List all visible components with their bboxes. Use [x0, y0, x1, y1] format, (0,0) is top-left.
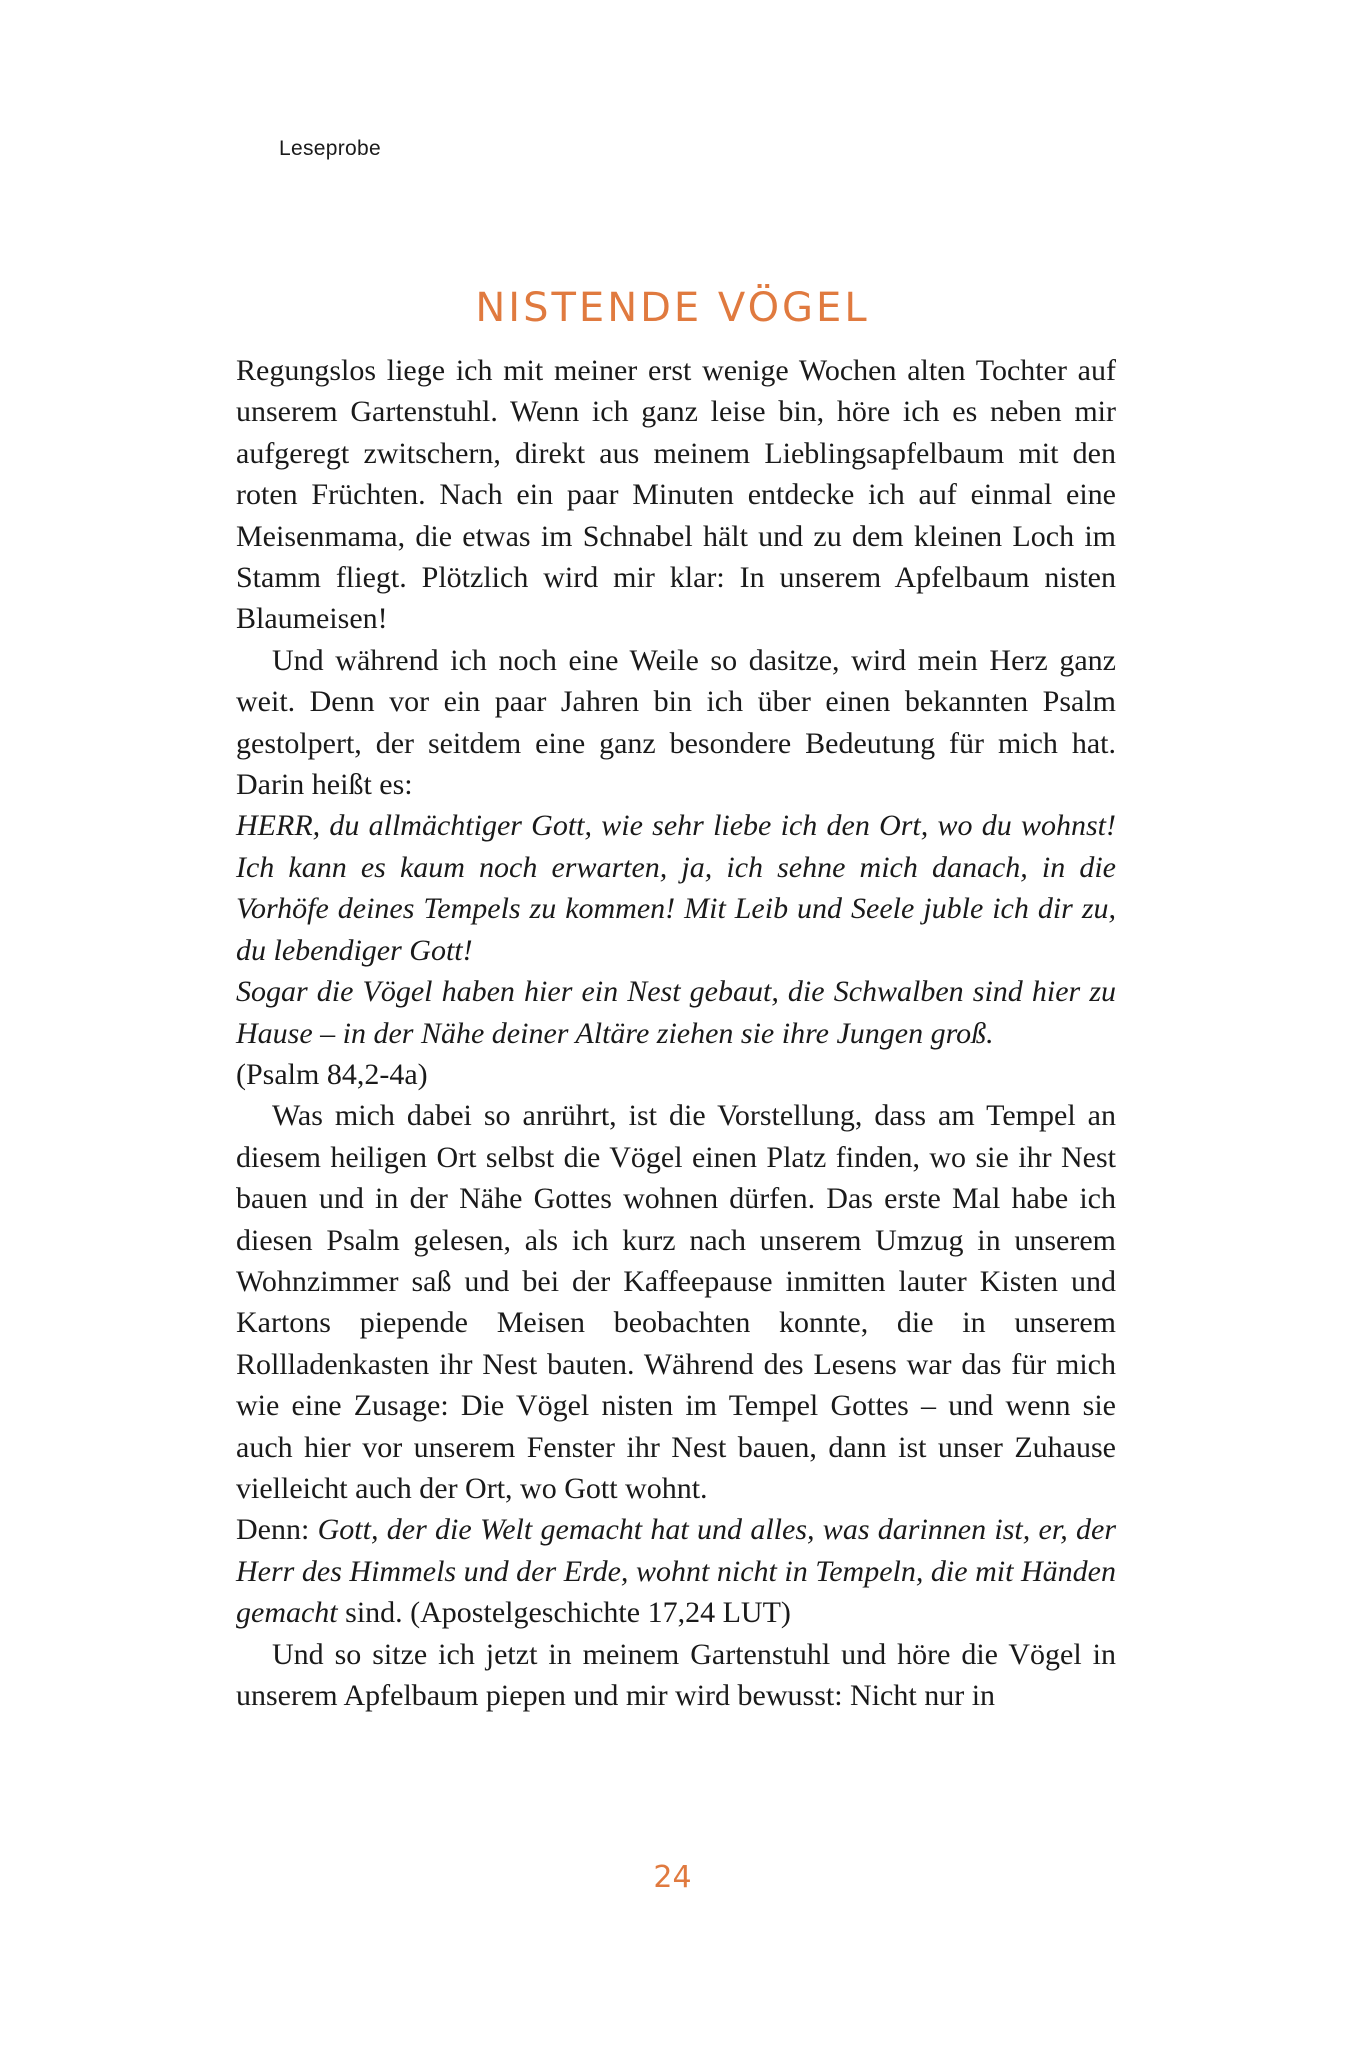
psalm-reference: (Psalm 84,2-4a): [236, 1057, 428, 1091]
psalm-quote-2: Sogar die Vögel haben hier ein Nest gebaut, die Schwalben sind hier zu Hause – in der Nähe deiner Altäre ziehen sie ihre Jungen groß.: [236, 975, 1116, 1050]
bible-quote: Gott, der die Welt gemacht hat und alles, was darinnen ist, er, der Herr des Himmels und der Erde, wohnt nicht in Tempeln, die mit Händen gemacht: [236, 1513, 1116, 1630]
paragraph-4-prefix: Denn:: [236, 1513, 318, 1547]
paragraph-2: Und während ich noch eine Weile so dasitze, wird mein Herz ganz weit. Denn vor ein paar Jahren bin ich über einen bekannten Psalm gestolpert, der seitdem eine ganz besondere Bedeutung für mich hat. Darin heißt es:: [236, 643, 1116, 802]
running-header: Leseprobe: [279, 137, 381, 160]
paragraph-1: Regungslos liege ich mit meiner erst wenige Wochen alten Tochter auf unserem Gartenstuhl. Wenn ich ganz leise bin, höre ich es neben mir aufgeregt zwitschern, direkt aus meinem Lieblingsapfelbaum mit den roten Früchten. Nach ein paar Minuten entdecke ich auf einmal eine Meisenmama, die etwas im Schnabel hält und zu dem kleinen Loch im Stamm fliegt. Plötzlich wird mir klar: In unserem Apfelbaum nisten Blaumeisen!: [236, 354, 1116, 636]
body-text: [236, 350, 1116, 1716]
psalm-quote-1: HERR, du allmächtiger Gott, wie sehr liebe ich den Ort, wo du wohnst! Ich kann es kaum noch erwarten, ja, ich sehne mich danach, in die Vorhöfe deines Tempels zu kommen! Mit Leib und Seele juble ich dir zu, du lebendiger Gott!: [236, 809, 1116, 967]
paragraph-4-suffix: sind. (Apostelgeschichte 17,24 LUT): [337, 1596, 791, 1630]
paragraph-5: Und so sitze ich jetzt in meinem Gartenstuhl und höre die Vögel in unserem Apfelbaum piepen und mir wird bewusst: Nicht nur in: [236, 1637, 1116, 1712]
paragraph-3: Was mich dabei so anrührt, ist die Vorstellung, dass am Tempel an diesem heiligen Ort selbst die Vögel einen Platz finden, wo sie ihr Nest bauen und in der Nähe Gottes wohnen dürfen. Das erste Mal habe ich diesen Psalm gelesen, als ich kurz nach unserem Umzug in unserem Wohnzimmer saß und bei der Kaffeepause inmitten lauter Kisten und Kartons piepende Meisen beobachten konnte, die in unserem Rollladenkasten ihr Nest bauten. Während des Lesens war das für mich wie eine Zusage: Die Vögel nisten im Tempel Gottes – und wenn sie auch hier vor unserem Fenster ihr Nest bauen, dann ist unser Zuhause vielleicht auch der Ort, wo Gott wohnt.: [236, 1099, 1116, 1505]
paragraph-4: [236, 1509, 1116, 1633]
chapter-title: NISTENDE VÖGEL: [475, 284, 870, 331]
page-number: 24: [653, 1860, 692, 1895]
